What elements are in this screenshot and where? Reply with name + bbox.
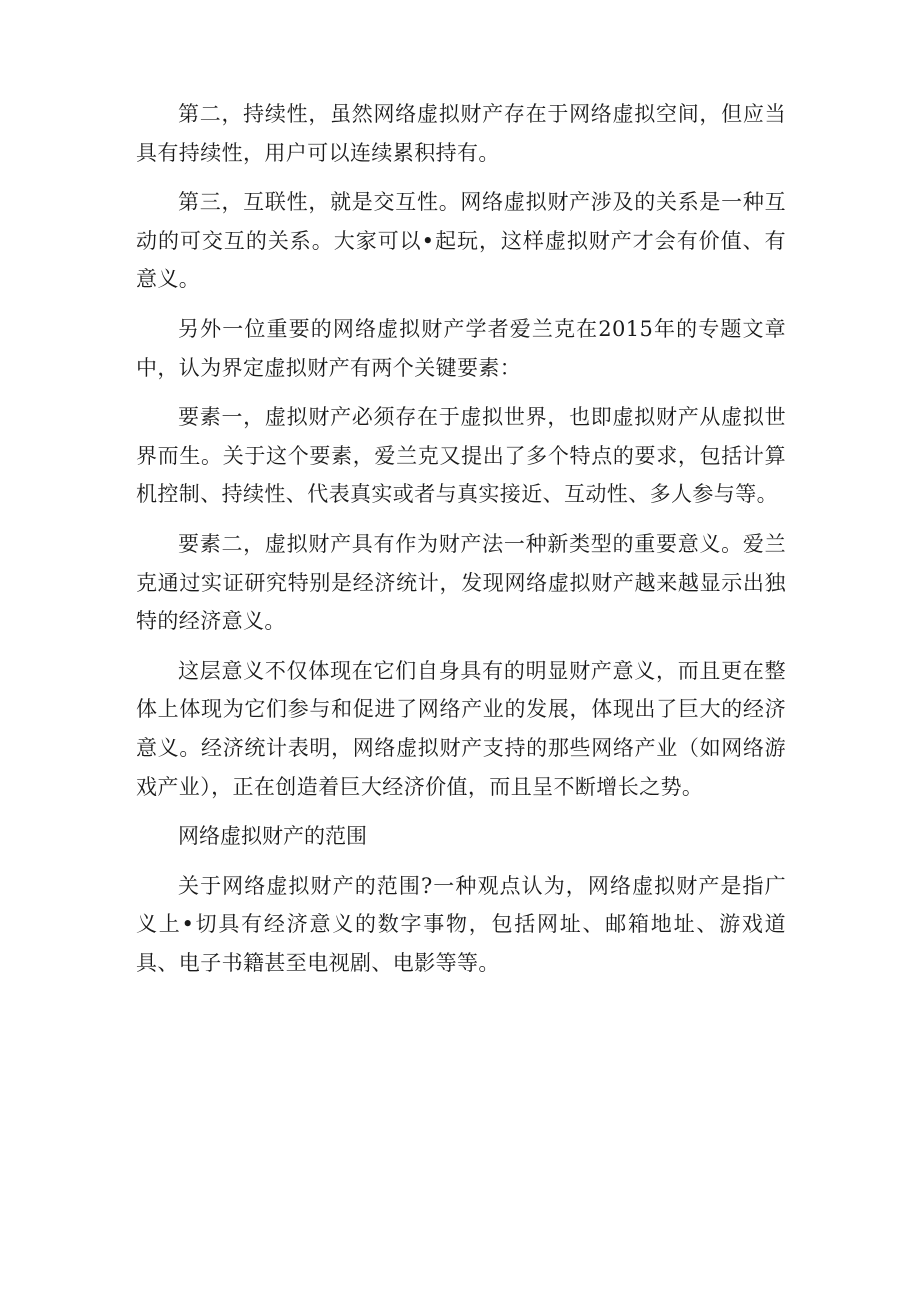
paragraph-interconnectivity: 第三，互联性，就是交互性。网络虚拟财产涉及的关系是一种互动的可交互的关系。大家可以•起玩，这样虚拟财产才会有价值、有意义。 (136, 190, 786, 292)
paragraph-continuity: 第二，持续性，虽然网络虚拟财产存在于网络虚拟空间，但应当具有持续性，用户可以连续累积持有。 (136, 102, 786, 165)
paragraph-element-two: 要素二，虚拟财产具有作为财产法一种新类型的重要意义。爱兰克通过实证研究特别是经济统计，发现网络虚拟财产越来越显示出独特的经济意义。 (136, 531, 786, 634)
paragraph-scope: 关于网络虚拟财产的范围?一种观点认为，网络虚拟财产是指广义上•切具有经济意义的数字事物，包括网址、邮箱地址、游戏道具、电子书籍甚至电视剧、电影等等。 (136, 873, 786, 975)
paragraph-element-one: 要素一，虚拟财产必须存在于虚拟世界，也即虚拟财产从虚拟世界而生。关于这个要素，爱兰克又提出了多个特点的要求，包括计算机控制、持续性、代表真实或者与真实接近、互动性、多人参与等。 (136, 405, 786, 507)
document-body (136, 95, 786, 993)
paragraph-economic-significance: 这层意义不仅体现在它们自身具有的明显财产意义，而且更在整体上体现为它们参与和促进了网络产业的发展，体现出了巨大的经济意义。经济统计表明，网络虚拟财产支持的那些网络产业（如网络游戏产业），正在创造着巨大经济价值，而且呈不断增长之势。 (136, 658, 786, 799)
section-heading-scope: 网络虚拟财产的范围 (178, 824, 367, 849)
paragraph-scholar-intro: 另外一位重要的网络虚拟财产学者爱兰克在2015年的专题文章中，认为界定虚拟财产有两个关键要素： (136, 316, 786, 380)
